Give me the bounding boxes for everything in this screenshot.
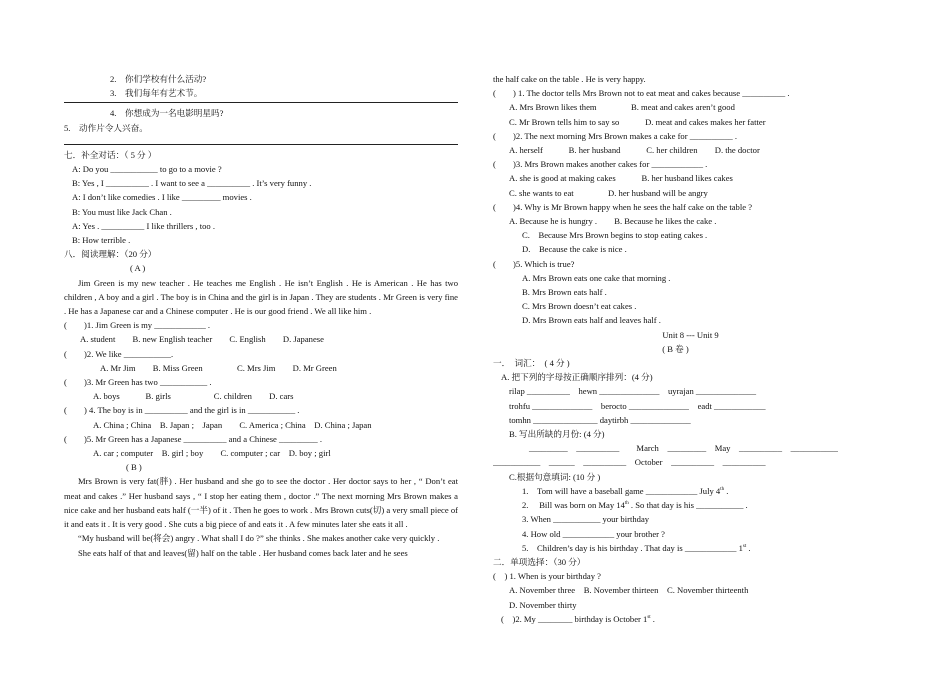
question-options: A. Because he is hungry . B. Because he likes the cake . bbox=[509, 216, 717, 227]
question-stem: ( )3. Mr Green has two ___________ . bbox=[64, 377, 212, 388]
question-options: A. China ; China B. Japan ; Japan C. America ; China D. China ; Japan bbox=[93, 419, 372, 430]
question-options: B. Mrs Brown eats half . bbox=[522, 287, 607, 298]
passage-b-paragraph: She eats half of that and leaves(留) half on the table . Her husband comes back later and he sees bbox=[78, 547, 408, 558]
volume-label: ( B 卷 ) bbox=[662, 343, 689, 354]
passage-a-label: ( A ) bbox=[130, 263, 146, 274]
question-stem: ( )4. Why is Mr Brown happy when he sees the half cake on the table ? bbox=[493, 201, 753, 212]
section-1-title: 一． 词汇： ( 4 分 ) bbox=[493, 358, 570, 369]
question-options: A. car ; computer B. girl ; boy C. computer ; car D. boy ; girl bbox=[93, 448, 331, 459]
month-row: ___________ ______ __________ October __________ __________ bbox=[493, 457, 766, 468]
question-options: C. Because Mrs Brown begins to stop eating cakes . bbox=[522, 230, 708, 241]
fill-item: 3. When ___________ your birthday bbox=[522, 514, 650, 525]
dialog-line: B: How terrible . bbox=[72, 235, 131, 246]
dialog-line: A: Do you ___________ to go to a movie ? bbox=[72, 164, 222, 175]
translation-q4: 4. 你想成为一名电影明星吗? bbox=[110, 108, 224, 119]
question-options: A. she is good at making cakes B. her husband likes cakes bbox=[509, 173, 733, 184]
section-8-title: 八．阅读理解：（20 分） bbox=[64, 249, 157, 260]
passage-b-paragraph: “My husband will be(将会) angry . What shall I do ?” she thinks . She makes another cake very quickly . bbox=[78, 533, 440, 544]
answer-line bbox=[64, 144, 458, 145]
passage-b-ending: the half cake on the table . He is very happy. bbox=[493, 74, 646, 84]
question-stem: ( )5. Mr Green has a Japanese __________ and a Chinese _________ . bbox=[64, 433, 322, 444]
left-column bbox=[64, 72, 458, 560]
question-options: C. Mrs Brown doesn’t eat cakes . bbox=[522, 301, 637, 312]
question-stem: ( )2. We like ___________. bbox=[64, 348, 174, 359]
question-stem: ( ) 1. The doctor tells Mrs Brown not to eat meat and cakes because __________ . bbox=[493, 88, 790, 99]
question-options: A. boys B. girls C. children D. cars bbox=[93, 391, 294, 402]
answer-line bbox=[64, 102, 458, 103]
question-options: C. she wants to eat D. her husband will be angry bbox=[509, 187, 708, 198]
question-stem: ( ) 1. When is your birthday ? bbox=[493, 571, 601, 582]
question-options: D. Mrs Brown eats half and leaves half . bbox=[522, 315, 661, 326]
question-stem: ( )5. Which is true? bbox=[493, 258, 575, 269]
fill-item: 1. Tom will have a baseball game ____________ July 4th . bbox=[522, 485, 729, 496]
dialog-line: B: Yes , I __________ . I want to see a __________ . It’s very funny . bbox=[72, 178, 312, 189]
fill-item: 5. Children’s day is his birthday . That day is ____________ 1st . bbox=[522, 542, 751, 553]
dialog-line: B: You must like Jack Chan . bbox=[72, 206, 172, 217]
translation-q5: 5. 动作片令人兴奋。 bbox=[64, 122, 148, 133]
unit-title: Unit 8 --- Unit 9 bbox=[662, 329, 719, 340]
question-options: A. Mr Jim B. Miss Green C. Mrs Jim D. Mr Green bbox=[100, 362, 337, 373]
scramble-row: tomhn _______________ daytirbh ______________ bbox=[509, 414, 691, 425]
right-column bbox=[493, 72, 888, 626]
question-options: A. student B. new English teacher C. English D. Japanese bbox=[80, 334, 324, 345]
question-options: A. Mrs Brown likes them B. meat and cakes aren’t good bbox=[509, 102, 735, 113]
question-stem: ( )2. The next morning Mrs Brown makes a cake for __________ . bbox=[493, 130, 737, 141]
fill-item: 2. Bill was born on May 14th . So that day is his ___________ . bbox=[522, 500, 748, 511]
passage-a: Jim Green is my new teacher . He teaches me English . He isn’t English . He is American . He has two children , A boy and a girl . The boy is in China and the girl is in Japan . They are students . Mr Green is very fine . He has a Japanese car and a Chinese computer . He is our good friend . We all like him . bbox=[64, 277, 458, 317]
question-options: D. November thirty bbox=[509, 599, 577, 610]
section-2-title: 二．单项选择：（30 分） bbox=[493, 556, 586, 567]
scramble-row: rilap __________ hewn ______________ uyrajan ______________ bbox=[509, 386, 757, 397]
part-c-title: C.根据句意填词: (10 分 ) bbox=[509, 471, 601, 482]
translation-q2: 2. 你们学校有什么活动? bbox=[110, 74, 207, 84]
part-a-title: A. 把下列的字母按正确顺序排列：(4 分) bbox=[501, 372, 653, 383]
passage-b-paragraph: Mrs Brown is very fat(胖) . Her husband and she go to see the doctor . Her doctor says to her , “ Don’t eat meat and cakes .” Her husband says , “ I stop her eating them , doctor .” The next morning Mrs Brown makes a nice cake and her husband eats half (一半) of it . Then he goes to work . Mrs Brown cuts(切) a very small piece of it and eats it . It is very good . She cuts a big piece of and eats it . A few minutes later she eats it all . bbox=[64, 476, 458, 530]
question-options: D. Because the cake is nice . bbox=[522, 244, 627, 255]
section-7-title: 七．补全对话：（ 5 分 ） bbox=[64, 149, 157, 160]
part-b-title: B. 写出所缺的月份: (4 分) bbox=[509, 429, 605, 440]
passage-b-label: ( B ) bbox=[126, 462, 142, 473]
question-stem: ( ) 4. The boy is in __________ and the girl is in ___________ . bbox=[64, 405, 300, 416]
question-options: A. Mrs Brown eats one cake that morning . bbox=[522, 272, 671, 283]
dialog-line: A: Yes . __________ I like thrillers , too . bbox=[72, 220, 215, 231]
dialog-line: A: I don’t like comedies . I like _________ movies . bbox=[72, 192, 252, 203]
fill-item: 4. How old ____________ your brother ? bbox=[522, 528, 665, 539]
scramble-row: trohfu ______________ berocto ______________ eadt ____________ bbox=[509, 400, 766, 411]
question-options: A. November three B. November thirteen C. November thirteenth bbox=[509, 585, 749, 596]
question-stem: ( )3. Mrs Brown makes another cakes for ____________ . bbox=[493, 159, 708, 170]
translation-q3: 3. 我们每年有艺术节。 bbox=[110, 88, 203, 99]
question-stem: ( )1. Jim Green is my ____________ . bbox=[64, 320, 211, 331]
question-stem: ( )2. My ________ birthday is October 1st . bbox=[501, 613, 655, 624]
month-row: _________ __________ March _________ May __________ ___________ bbox=[529, 443, 838, 454]
question-options: A. herself B. her husband C. her children D. the doctor bbox=[509, 145, 760, 156]
question-options: C. Mr Brown tells him to say so D. meat and cakes makes her fatter bbox=[509, 116, 766, 127]
